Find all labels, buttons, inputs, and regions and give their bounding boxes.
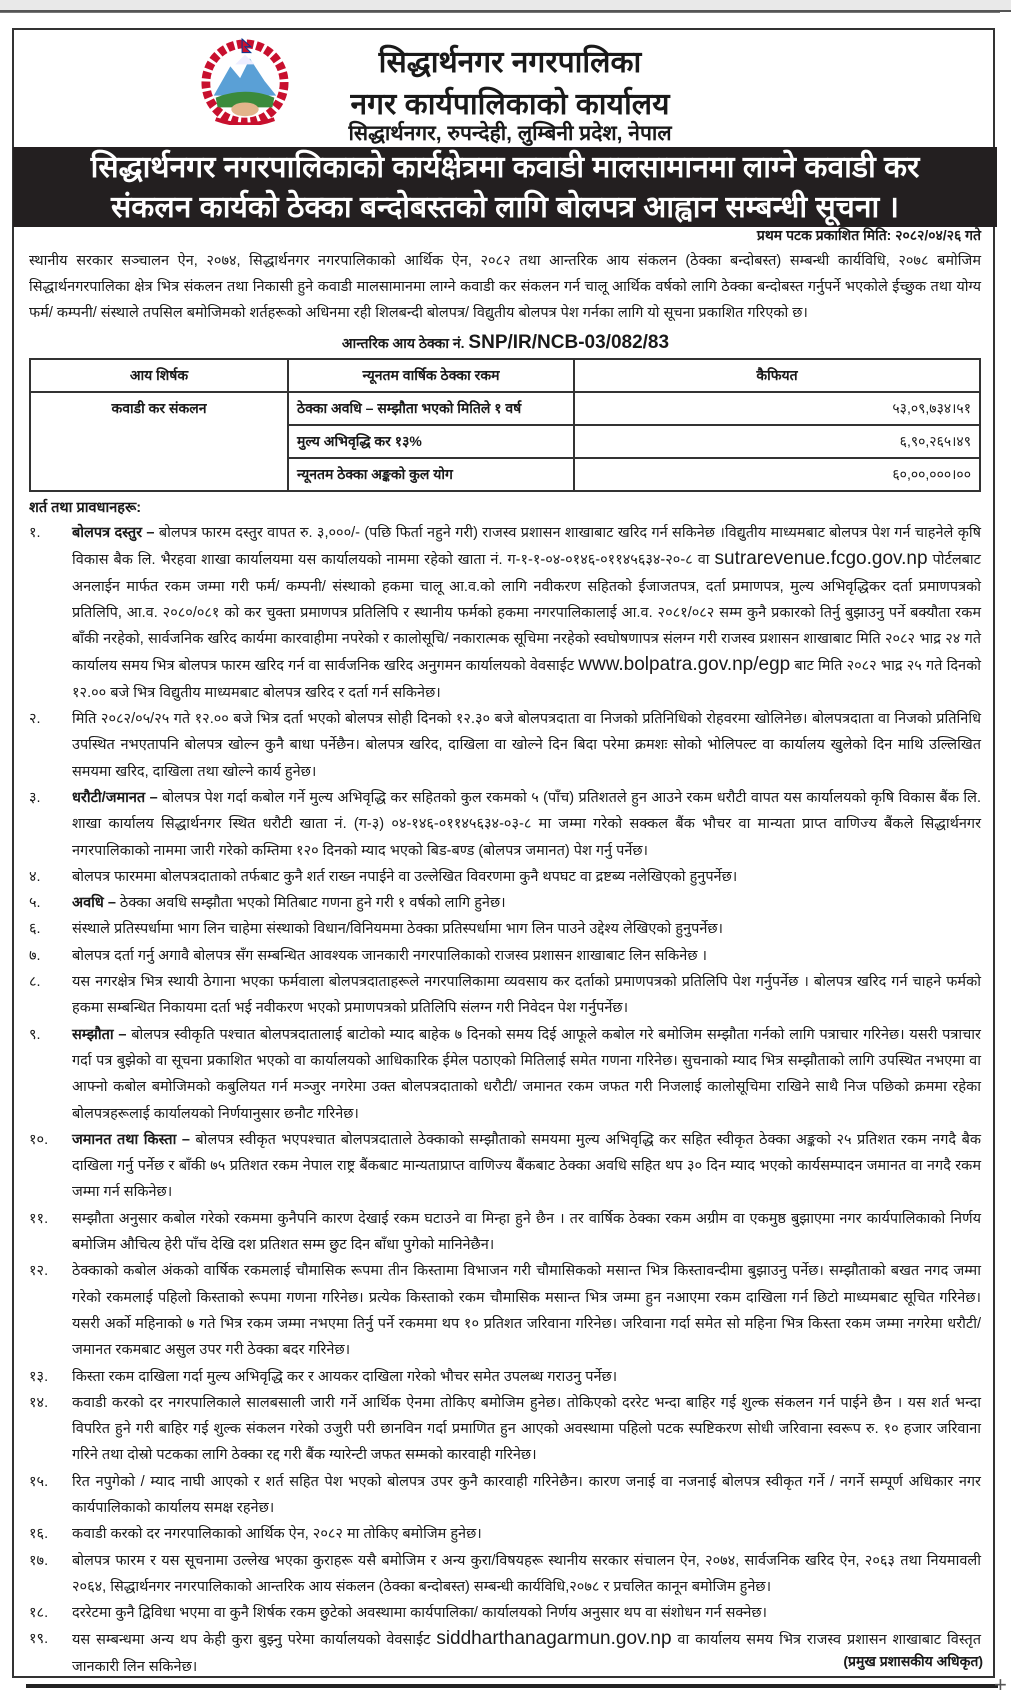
top-bar xyxy=(0,0,1011,12)
row-amount: ५३,०९,७३४।५१ xyxy=(574,392,980,425)
condition-item xyxy=(29,1390,981,1469)
condition-item xyxy=(29,1521,981,1547)
condition-number: ५. xyxy=(29,895,41,912)
condition-item xyxy=(29,785,981,864)
condition-number: १७. xyxy=(29,1552,49,1569)
condition-text xyxy=(72,785,981,864)
condition-number: ३. xyxy=(29,789,41,806)
condition-body: ठेक्काको कबोल अंकको वार्षिक रकमलाई चौमासिक रूपमा तीन किस्तामा विभाजन गरी चौमासिकको मसान्त भित्र किस्तावन्दीमा बुझाउनु पर्नेछ। सम्झौताको बखत नगद जम्मा गरेको रकमलाई पहिलो किस्ताको रूपमा गणना गरिनेछ। प्रत्येक किस्ताको रकम चौमासिक मसान्त भित्र जम्मा हुन नआएमा रकम दाखिला गर्न छिटो माध्यमबाट सूचित गरिनेछ। यसरी अर्को महिनाको ७ गते भित्र रकम जम्मा नभएमा तिर्नु पर्ने रकममा थप १० प्रतिशत जरिवाना गरिनेछ। जरिवाना गर्दा समेत सो महिना भित्र किस्ता रकम जम्मा नगरेमा धरौटी/जमानत रकमबाट असुल उपर गरी ठेक्का बदर गरिनेछ। xyxy=(72,1263,981,1359)
office-name: नगर कार्यपालिकाको कार्यालय xyxy=(350,88,670,121)
condition-number: १३. xyxy=(29,1368,49,1385)
notice-title-line-2: संकलन कार्यको ठेक्का बन्दोबस्तको लागि बोलपत्र आह्वान सम्बन्धी सूचना । xyxy=(111,191,899,224)
condition-item xyxy=(29,1206,981,1259)
notice-title-line-1: सिद्धार्थनगर नगरपालिकाको कार्यक्षेत्रमा कवाडी मालसामानमा लाग्ने कवाडी कर xyxy=(90,151,920,184)
header-remarks: कैफियत xyxy=(574,359,980,392)
condition-number: ४. xyxy=(29,868,41,885)
condition-body: बोलपत्र फारम दस्तुर वापत रु. ३,०००/- (पछि फिर्ता नहुने गरी) राजस्व प्रशासन शाखाबाट खरिद गर्न सकिनेछ ।विद्युतीय माध्यमबाट बोलपत्र पेश गर्न चाहनेले कृषि विकास बैक लि. भैरहवा शाखा कार्यालयमा यस कार्यालयको नाममा रहेको खाता नं. ग-१-१-०४-०१४६-०११४५६३४-२०-८ वा xyxy=(72,525,982,569)
contract-table xyxy=(29,358,981,492)
condition-body: बोलपत्र फारममा बोलपत्रदाताको तर्फबाट कुनै शर्त राख्न नपाईने वा उल्लेखित विवरणमा कुनै थपघट वा द्रष्टब्य नलेखिएको हुनुपर्नेछ। xyxy=(72,868,738,885)
condition-text xyxy=(72,864,981,890)
publish-date: प्रथम पटक प्रकाशित मिति: २०८२/०४/२६ गते xyxy=(756,227,981,243)
condition-item xyxy=(29,864,981,890)
condition-text xyxy=(72,1127,981,1206)
condition-body: बाट मिति २०८२ भाद्र २५ गते दिनको १२.०० बजे भित्र विद्युतीय माध्यमबाट बोलपत्र खरिद र दर्ता गर्न सकिनेछ। xyxy=(72,658,982,701)
condition-item xyxy=(29,706,981,785)
condition-text xyxy=(72,943,981,969)
condition-body: बोलपत्र पेश गर्दा कबोल गर्ने मुल्य अभिवृद्धि कर सहितको कुल रकमको ५ (पाँच) प्रतिशतले हुन आउने रकम धरौटी वापत यस कार्यालयको कृषि विकास बैंक लि. शाखा कार्यालय सिद्धार्थनगर स्थित धरौटी खाता नं. (ग-३) ०४-१४६-०११४५६३४-०३-८ मा जम्मा गरेको सक्कल बैंक भौचर वा मान्यता प्राप्त वाणिज्य बैंकले सिद्धार्थनगर नगरपालिकाको नाममा जारी गरेको कम्तिमा १२० दिनको म्याद भएको बिड-बण्ड (बोलपत्र जमानत) पेश गर्नु पर्नेछ। xyxy=(72,789,981,859)
row-label: मुल्य अभिवृद्धि कर १३% xyxy=(288,425,574,458)
condition-number: १. xyxy=(29,525,41,541)
notice-title-banner xyxy=(13,147,997,227)
condition-number: १०. xyxy=(29,1131,49,1148)
condition-body: बोलपत्र दर्ता गर्नु अगावै बोलपत्र सँग सम्बन्धित आवश्यक जानकारी नगरपालिकाको राजस्व प्रशासन शाखाबाट लिन सकिनेछ । xyxy=(72,947,708,964)
condition-item xyxy=(29,916,981,942)
condition-number: ९. xyxy=(29,1026,41,1043)
condition-item xyxy=(29,1364,981,1390)
condition-item xyxy=(29,1469,981,1522)
condition-body: बोलपत्र स्वीकृति पश्चात बोलपत्रदातालाई बाटोको म्याद बाहेक ७ दिनको समय दिई आफूले कबोल गरे बमोजिम सम्झौता गर्नको लागि पत्राचार गरिनेछ। यसरी पत्राचार गर्दा पत्र बुझेको वा सूचना प्रकाशित भएको वा कार्यालयको आधिकारिक ईमेल पठाएको मितिलाई समेत गणना गरिनेछ। सुचनाको म्याद भित्र सम्झौताको लागि उपस्थित नभएमा वा आफ्नो कबोल बमोजिमको कबुलियत गर्न मञ्जुर नगरेमा उक्त बोलपत्रदाताको धरौटी/ जमानत रकम जफत गरी निजलाई कालोसूचिमा राखिने साथै निज पछिको क्रममा रहेका बोलपत्रहरूलाई कार्यालयको निर्णयानुसार छनौट गरिनेछ। xyxy=(72,1026,981,1122)
condition-number: १५. xyxy=(29,1473,49,1490)
condition-number: ८. xyxy=(29,974,41,991)
condition-body: मिति २०८२/०५/२५ गते १२.०० बजे भित्र दर्ता भएको बोलपत्र सोही दिनको १२.३० बजे बोलपत्रदाता वा निजको प्रतिनिधिको रोहवरमा खोलिनेछ। बोलपत्रदाता वा निजको प्रतिनिधि उपस्थित नभएतापनि बोलपत्र खोल्न कुनै बाधा पर्नेछैन। बोलपत्र खरिद, दाखिला वा खोल्ने दिन बिदा परेमा क्रमशः सोको भोलिपल्ट वा कार्यालय खुलेको दिन माथि उल्लिखित समयमा खरिद, दाखिला तथा खोल्ने कार्य हुनेछ। xyxy=(72,711,981,780)
crop-mark-icon: + xyxy=(994,1672,1007,1697)
condition-body: यस सम्बन्धमा अन्य थप केही कुरा बुझ्नु परेमा कार्यालयको वेवसाईट xyxy=(72,1632,437,1649)
condition-text xyxy=(72,1521,981,1547)
condition-text xyxy=(72,706,981,785)
condition-number: १९. xyxy=(29,1631,49,1648)
row-amount: ६,९०,२६५।४९ xyxy=(574,425,980,458)
condition-number: २. xyxy=(29,711,41,728)
header-income-head: आय शिर्षक xyxy=(30,359,288,392)
condition-heading: जमानत तथा किस्ता – xyxy=(72,1131,190,1148)
condition-text xyxy=(72,1364,981,1390)
website-link: siddharthanagarmun.gov.np xyxy=(436,1628,672,1650)
condition-body: किस्ता रकम दाखिला गर्दा मुल्य अभिवृद्धि कर र आयकर दाखिला गरेको भौचर समेत उपलब्ध गराउनु पर्नेछ। xyxy=(72,1368,618,1385)
divider xyxy=(0,12,1000,13)
condition-item xyxy=(29,520,981,706)
condition-number: १२. xyxy=(29,1263,49,1280)
contract-number xyxy=(0,332,1011,354)
condition-number: ६. xyxy=(29,921,41,938)
condition-text xyxy=(72,969,981,1022)
table-header-row xyxy=(30,359,980,392)
condition-item xyxy=(29,1600,981,1626)
condition-number: १६. xyxy=(29,1526,49,1543)
row-amount: ६०,००,०००।०० xyxy=(574,458,980,491)
condition-text xyxy=(72,520,981,706)
condition-body: कवाडी करको दर नगरपालिकाले सालबसाली जारी गर्ने आर्थिक ऐनमा तोकिए बमोजिम हुनेछ। तोकिएको दररेट भन्दा बाहिर गई शुल्क संकलन गर्न पाईने छैन । यस शर्त भन्दा विपरित हुने गरी बाहिर गई शुल्क संकलन गरेको उजुरी परी छानविन गर्दा प्रमाणित हुन आएको अवस्थामा पहिलो पटक स्पष्टिकरण सोधी जरिवाना स्वरूप रु. १० हजार जरिवाना गरिने तथा दोस्रो पटकका लागि ठेक्का रद्द गरी बैंक ग्यारेन्टी जफत सम्मको कारवाही गरिनेछ। xyxy=(72,1394,981,1464)
income-head-cell: कवाडी कर संकलन xyxy=(30,392,288,491)
condition-item xyxy=(29,1258,981,1363)
condition-text xyxy=(72,1390,981,1469)
condition-number: ११. xyxy=(29,1210,49,1227)
row-label: ठेक्का अवधि – सम्झौता भएको मितिले १ वर्ष xyxy=(288,392,574,425)
condition-body: सम्झौता अनुसार कबोल गरेको रकममा कुनैपनि कारण देखाई रकम घटाउने वा मिन्हा हुने छैन । तर वार्षिक ठेक्का रकम अग्रीम वा एकमुष्ठ बुझाएमा नगर कार्यपालिकाको निर्णय बमोजिम औचित्य हेरी पाँच देखि दश प्रतिशत सम्म छुट दिन बाँधा पुगेको मानिनेछैन। xyxy=(72,1210,981,1254)
condition-heading: सम्झौता – xyxy=(72,1026,127,1043)
condition-item xyxy=(29,943,981,969)
condition-text xyxy=(72,890,981,916)
condition-body: बोलपत्र स्वीकृत भएपश्चात बोलपत्रदाताले ठेक्काको सम्झौताको समयमा मुल्य अभिवृद्धि कर सहित स्वीकृत ठेक्का अङ्कको २५ प्रतिशत रकम नगदै बैक दाखिला गर्नु पर्नेछ र बाँकी ७५ प्रतिशत रकम नेपाल राष्ट्र बैंकबाट मान्यताप्राप्त वाणिज्य बैंकबाट ठेक्का अवधि सहित थप ३० दिन म्याद भएको कार्यसम्पादन जमानत वा नगदै रकम जम्मा गर्न सकिनेछ। xyxy=(72,1131,981,1201)
condition-body: यस नगरक्षेत्र भित्र स्थायी ठेगाना भएका फर्मवाला बोलपत्रदाताहरूले नगरपालिकामा व्यवसाय कर दर्ताको प्रमाणपत्रको प्रतिलिपि पेश गर्नुपर्नेछ । बोलपत्र खरिद गर्न चाहने फर्मको हकमा सम्बन्धित निकायमा दर्ता भई नवीकरण भएको प्रमाणपत्रको प्रतिलिपि संलग्न गरी निवेदन पेश गर्नुपर्नेछ। xyxy=(72,974,981,1017)
condition-text xyxy=(72,1469,981,1522)
condition-item xyxy=(29,1548,981,1601)
condition-item xyxy=(29,1022,981,1127)
condition-text xyxy=(72,1022,981,1127)
website-link: sutrarevenue.fcgo.gov.np xyxy=(714,548,928,570)
condition-body: दररेटमा कुनै द्विविधा भएमा वा कुनै शिर्षक रकम छुटेको अवस्थामा कार्यपालिका/ कार्यालयको निर्णय अनुसार थप वा संशोधन गर्न सक्नेछ। xyxy=(72,1605,768,1622)
condition-body: कवाडी करको दर नगरपालिकाको आर्थिक ऐन, २०८२ मा तोकिए बमोजिम हुनेछ। xyxy=(72,1526,482,1543)
condition-number: ७. xyxy=(29,947,41,964)
condition-body: संस्थाले प्रतिस्पर्धामा भाग लिन चाहेमा संस्थाको विधान/विनियममा ठेक्का प्रतिस्पर्धामा भाग लिन पाउने उद्देश्य लेखिएको हुनुपर्नेछ। xyxy=(72,921,724,938)
condition-text xyxy=(72,1600,981,1626)
condition-text xyxy=(72,916,981,942)
bottom-rule xyxy=(26,1684,998,1688)
condition-number: १४. xyxy=(29,1394,49,1411)
condition-text xyxy=(72,1258,981,1363)
condition-heading: धरौटी/जमानत – xyxy=(72,789,158,806)
condition-number: १८. xyxy=(29,1605,49,1622)
condition-item xyxy=(29,890,981,916)
condition-text xyxy=(72,1548,981,1601)
org-name: सिद्धार्थनगर नगरपालिका xyxy=(378,46,642,79)
condition-body: बोलपत्र फारम र यस सूचनामा उल्लेख भएका कुराहरू यसै बमोजिम र अन्य कुरा/विषयहरू स्थानीय सरकार संचालन ऐन, २०७४, सार्वजनिक खरिद ऐन, २०६३ तथा नियमावली २०६४, सिद्धार्थनगर नगरपालिकाको आन्तरिक आय संकलन (ठेक्का बन्दोबस्त) सम्बन्धी कार्यविधि,२०७८ र प्रचलित कानून बमोजिम हुनेछ। xyxy=(72,1552,981,1595)
table-row xyxy=(30,392,980,425)
office-address: सिद्धार्थनगर, रुपन्देही, लुम्बिनी प्रदेश, नेपाल xyxy=(348,122,672,145)
intro-paragraph: स्थानीय सरकार सञ्चालन ऐन, २०७४, सिद्धार्थनगर नगरपालिकाको आर्थिक ऐन, २०८२ तथा आन्तरिक आय संकलन (ठेक्का बन्दोबस्त) सम्बन्धी कार्यविधि, २०७८ बमोजिम सिद्धार्थनगरपालिका क्षेत्र भित्र संकलन तथा निकासी हुने कवाडी मालसामानमा लाग्ने कवाडी कर संकलन गर्न चालू आर्थिक वर्षको लागि ठेक्का बन्दोबस्त गर्नुपर्ने भएकोले ईच्छुक तथा योग्य फर्म/ कम्पनी/ संस्थाले तपसिल बमोजिमको शर्तहरूको अधिनमा रही शिलबन्दी बोलपत्र/ विद्युतीय बोलपत्र पेश गर्नका लागि यो सूचना प्रकाशित गरिएको छ। xyxy=(29,253,981,321)
contract-code: SNP/IR/NCB-03/082/83 xyxy=(468,332,670,353)
website-link: www.bolpatra.gov.np/egp xyxy=(578,654,791,676)
condition-body: पोर्टलबाट अनलाईन मार्फत रकम जम्मा गरी फर्म/ कम्पनी/ संस्थाको हकमा चालू आ.व.को लागि नवीकरण सहितको ईजाजतपत्र, दर्ता प्रमाणपत्र, मुल्य अभिवृद्धिकर दर्ता प्रमाणपत्रको प्रतिलिपि, आ.व. २०८०/०८१ को कर चुक्ता प्रमाणपत्र प्रतिलिपि र स्थानीय फर्मको हकमा नगरपालिकालाई आ.व. २०८१/०८२ सम्म कुनै प्रकारको तिर्नु बुझाउनु पर्ने बक्यौता रकम बाँकी नरहेको, सार्वजनिक खरिद कार्यमा कारवाहीमा नपरेको र कालोसूचि/ नकारात्मक सूचिमा नरहेको स्वघोषणापत्र संलग्न गरी राजस्व प्रशासन शाखाबाट मिति २०८२ भाद्र २४ गते कार्यालय समय भित्र बोलपत्र फारम खरिद गर्न वा सार्वजनिक खरिद अनुगमन कार्यालयको वेवसाईट xyxy=(72,552,981,675)
condition-heading: अवधि – xyxy=(72,895,116,912)
header-min-amount: न्यूनतम वार्षिक ठेक्का रकम xyxy=(288,359,574,392)
condition-text xyxy=(72,1206,981,1259)
condition-body: रित नपुगेको / म्याद नाघी आएको र शर्त सहित पेश भएको बोलपत्र उपर कुनै कारवाही गरिनेछैन। कारण जनाई वा नजनाई बोलपत्र स्वीकृत गर्ने / नगर्ने सम्पूर्ण अधिकार नगर कार्यपालिकाको कार्यालय समक्ष रहनेछ। xyxy=(72,1473,981,1516)
condition-body: वा कार्यालय समय भित्र राजस्व प्रशासन शाखाबाट विस्तृत जानकारी लिन सकिनेछ। xyxy=(72,1632,981,1675)
conditions-list xyxy=(29,520,981,1680)
condition-body: ठेक्का अवधि सम्झौता भएको मितिबाट गणना हुने गरी १ वर्षको लागि हुनेछ। xyxy=(115,895,506,912)
contract-label: आन्तरिक आय ठेक्का नं. xyxy=(341,335,465,351)
condition-item xyxy=(29,1626,981,1680)
condition-item xyxy=(29,969,981,1022)
condition-heading: बोलपत्र दस्तुर – xyxy=(72,525,155,541)
signature-title: (प्रमुख प्रशासकीय अधिकृत) xyxy=(843,1653,983,1669)
conditions-title: शर्त तथा प्रावधानहरू: xyxy=(29,500,142,516)
row-label: न्यूनतम ठेक्का अङ्कको कुल योग xyxy=(288,458,574,491)
condition-item xyxy=(29,1127,981,1206)
